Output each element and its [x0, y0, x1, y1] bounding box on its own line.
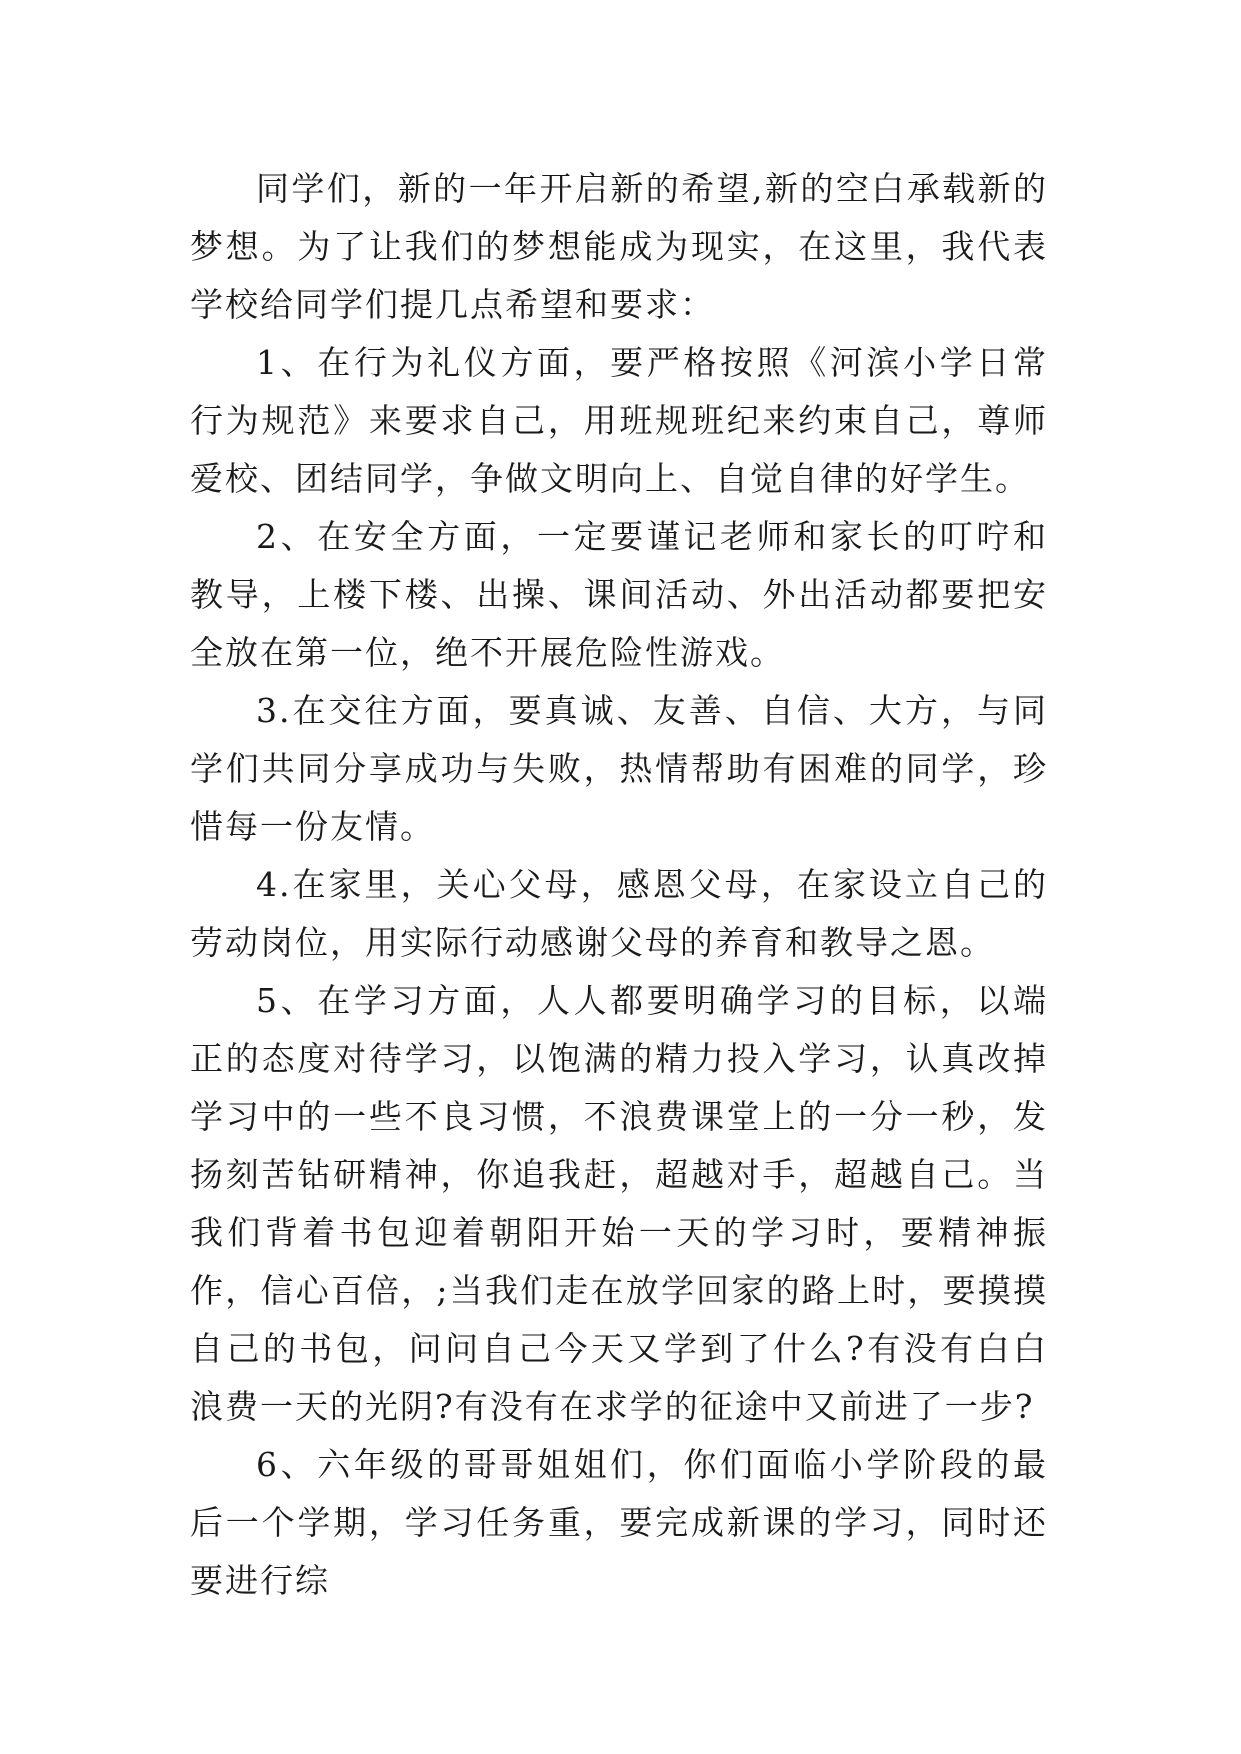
- paragraph-item-4: 4.在家里，关心父母，感恩父母，在家设立自己的劳动岗位，用实际行动感谢父母的养育和教导之恩。: [190, 865, 1048, 962]
- paragraph-item-5: 5、在学习方面，人人都要明确学习的目标，以端正的态度对待学习，以饱满的精力投入学习，认真改掉学习中的一些不良习惯，不浪费课堂上的一分一秒，发扬刻苦钻研精神，你追我赶，超越对手，超越自己。当我们背着书包迎着朝阳开始一天的学习时，要精神振作，信心百倍，;当我们走在放学回家的路上时，要摸摸自己的书包，问问自己今天又学到了什么?有没有白白浪费一天的光阴?有没有在求学的征途中又前进了一步?: [190, 981, 1048, 1426]
- paragraph-item-1: 1、在行为礼仪方面，要严格按照《河滨小学日常行为规范》来要求自己，用班规班纪来约束自己，尊师爱校、团结同学，争做文明向上、自觉自律的好学生。: [190, 343, 1048, 498]
- document-body: [190, 160, 1048, 1610]
- paragraph-item-2: 2、在安全方面，一定要谨记老师和家长的叮咛和教导，上楼下楼、出操、课间活动、外出活动都要把安全放在第一位，绝不开展危险性游戏。: [190, 517, 1048, 672]
- paragraph-item-3: 3.在交往方面，要真诚、友善、自信、大方，与同学们共同分享成功与失败，热情帮助有困难的同学，珍惜每一份友情。: [190, 691, 1048, 846]
- paragraph-intro: 同学们，新的一年开启新的希望,新的空白承载新的梦想。为了让我们的梦想能成为现实，在这里，我代表学校给同学们提几点希望和要求：: [190, 169, 1048, 324]
- paragraph-item-6: 6、六年级的哥哥姐姐们，你们面临小学阶段的最后一个学期，学习任务重，要完成新课的学习，同时还要进行综: [190, 1445, 1048, 1600]
